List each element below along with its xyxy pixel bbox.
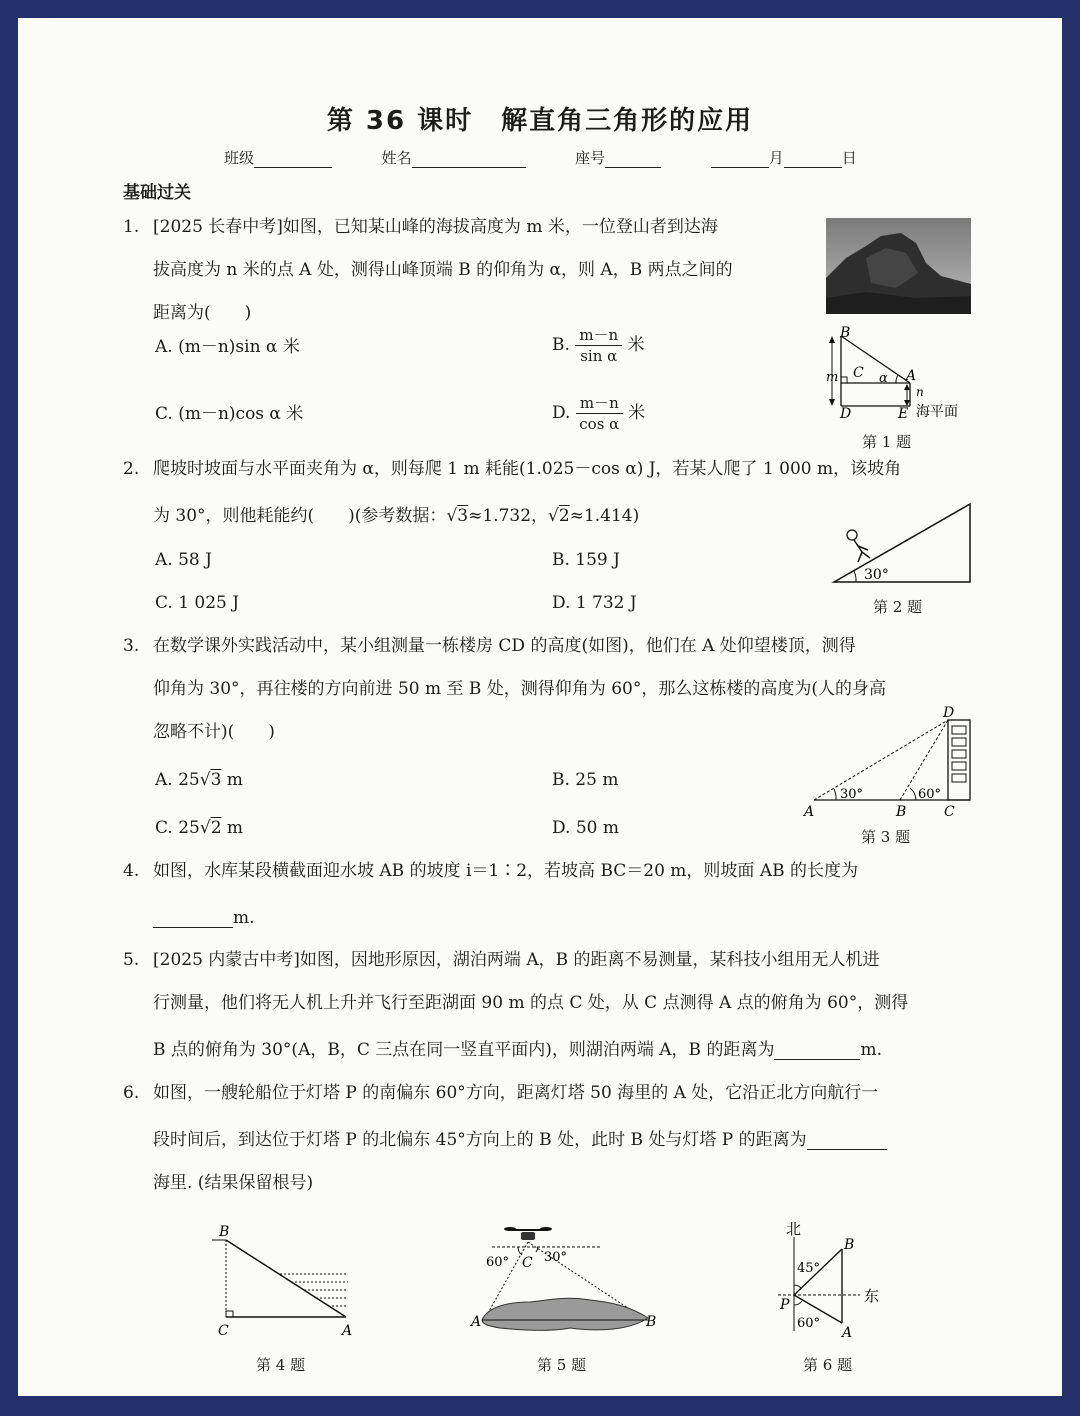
q2-number: 2. (123, 459, 140, 479)
q5-label-b: B (646, 1314, 657, 1330)
q2-line1: 爬坡时坡面与水平面夹角为 α，则每爬 1 m 耗能(1.025－cos α) J，若某人爬了 1 000 m，该坡角 (153, 459, 902, 479)
q6-number: 6. (123, 1083, 140, 1103)
climber-icon (847, 530, 857, 540)
q6-label-north: 北 (786, 1220, 802, 1238)
q1-label-alpha: α (879, 371, 888, 386)
q4-label-b: B (219, 1224, 230, 1240)
q2-option-c[interactable]: C. 1 025 J (155, 593, 240, 613)
q1-line1: [2025 长春中考]如图，已知某山峰的海拔高度为 m 米，一位登山者到达海 (153, 217, 718, 237)
q3-option-d[interactable]: D. 50 m (552, 818, 619, 838)
q1-label-b: B (840, 326, 851, 341)
page-title: 第 36 课时 解直角三角形的应用 (326, 106, 754, 136)
q6-answer-blank[interactable] (807, 1133, 887, 1150)
q3-line2: 仰角为 30°，再往楼的方向前进 50 m 至 B 处，测得仰角为 60°，那么这栋楼的高度为(人的身高 (153, 679, 886, 699)
q4-label-c: C (218, 1323, 229, 1339)
q3-option-c[interactable]: C. 25√2 m (155, 818, 244, 838)
q6-bearing-diagram (770, 1215, 890, 1340)
section-heading: 基础过关 (123, 183, 191, 203)
q2-caption: 第 2 题 (873, 598, 923, 616)
q5-label-a: A (471, 1314, 482, 1330)
q1-caption: 第 1 题 (862, 433, 912, 451)
q6-line1: 如图，一艘轮船位于灯塔 P 的南偏东 60°方向，距离灯塔 50 海里的 A 处，它沿正北方向航行一 (153, 1083, 879, 1103)
q1-option-a[interactable]: A. (m－n)sin α 米 (155, 337, 300, 357)
q3-line1: 在数学课外实践活动中，某小组测量一栋楼房 CD 的高度(如图)，他们在 A 处仰望楼顶，测得 (153, 636, 856, 656)
q1-b-fraction: $\frac{m-n}{\text{sin α}}$ (575, 325, 622, 366)
drone-icon (504, 1227, 552, 1240)
q2-option-d[interactable]: D. 1 732 J (552, 593, 637, 613)
q6-label-b: B (844, 1237, 855, 1253)
q6-angle-60: 60° (797, 1316, 821, 1331)
name-blank[interactable] (412, 151, 526, 168)
q3-label-b: B (896, 804, 907, 820)
fig4-caption: 第 4 题 (256, 1356, 306, 1374)
q3-angle-30: 30° (840, 787, 864, 802)
q1-label-e: E (898, 406, 909, 422)
q1-line3: 距离为( ) (153, 303, 252, 323)
q4-answer-blank[interactable] (153, 911, 233, 928)
seat-blank[interactable] (605, 151, 661, 168)
q1-line2: 拔高度为 n 米的点 A 处，测得山峰顶端 B 的仰角为 α，则 A，B 两点之间的 (153, 260, 733, 280)
q3-option-a[interactable]: A. 25√3 m (155, 770, 243, 790)
seat-label: 座号 (575, 149, 606, 167)
q1-label-sea: 海平面 (916, 404, 958, 420)
q5-line1: [2025 内蒙古中考]如图，因地形原因，湖泊两端 A，B 的距离不易测量，某科技小组用无人机进 (153, 950, 880, 970)
lake-shape (482, 1298, 648, 1330)
month-label: 月 (768, 149, 784, 167)
q1-label-n: n (916, 385, 924, 399)
building (948, 720, 970, 800)
q2-option-a[interactable]: A. 58 J (155, 550, 212, 570)
day-label: 日 (841, 149, 857, 167)
month-blank[interactable] (711, 151, 769, 168)
fig6-caption: 第 6 题 (803, 1356, 853, 1374)
q4-number: 4. (123, 861, 140, 881)
q1-label-m: m (826, 370, 839, 385)
q2-slope-diagram (828, 500, 976, 588)
q1-d-fraction: $\frac{m-n}{\text{cos α}}$ (576, 393, 623, 434)
q3-angle-60: 60° (918, 787, 942, 802)
name-label: 姓名 (381, 149, 412, 167)
header-info (224, 148, 857, 168)
q4-label-a: A (342, 1323, 353, 1339)
q3-caption: 第 3 题 (861, 828, 911, 846)
q5-angle-60: 60° (486, 1255, 510, 1270)
q2-angle-label: 30° (864, 567, 889, 583)
q4-line2: m. (153, 908, 255, 928)
q1-option-d[interactable]: D. $\frac{m-n}{\text{cos α}}$ 米 (552, 394, 646, 433)
q1-option-b[interactable]: B. $\frac{m-n}{\text{sin α}}$ 米 (552, 326, 645, 365)
class-blank[interactable] (254, 151, 332, 168)
q6-line2: 段时间后，到达位于灯塔 P 的北偏东 45°方向上的 B 处，此时 B 处与灯塔 P 的距离为 (153, 1130, 887, 1150)
q1-label-d: D (840, 406, 852, 422)
q2-option-b[interactable]: B. 159 J (552, 550, 620, 570)
q6-label-east: 东 (864, 1287, 880, 1305)
q1-option-c[interactable]: C. (m－n)cos α 米 (155, 404, 304, 424)
q5-angle-30: 30° (544, 1250, 568, 1265)
q4-dam-diagram (204, 1220, 364, 1340)
q1-label-c: C (853, 365, 864, 381)
q4-line1: 如图，水库某段横截面迎水坡 AB 的坡度 i＝1∶2，若坡高 BC＝20 m，则坡面 AB 的长度为 (153, 861, 859, 881)
q5-answer-blank[interactable] (774, 1043, 860, 1060)
q5-label-c: C (522, 1255, 533, 1271)
q3-label-c: C (944, 804, 955, 820)
day-blank[interactable] (784, 151, 842, 168)
q1-label-a: A (906, 368, 917, 384)
q3-line3: 忽略不计)( ) (153, 722, 275, 742)
q5-number: 5. (123, 950, 140, 970)
q3-number: 3. (123, 636, 140, 656)
q6-line3: 海里. (结果保留根号) (153, 1173, 314, 1193)
class-label: 班级 (224, 149, 255, 167)
fig5-caption: 第 5 题 (537, 1356, 587, 1374)
q1-diagram (820, 326, 980, 426)
q6-label-a: A (842, 1325, 853, 1340)
q2-line2: 为 30°，则他耗能约( )(参考数据：√3≈1.732，√2≈1.414) (153, 506, 640, 526)
q3-label-d: D (943, 705, 955, 721)
q5-line2: 行测量，他们将无人机上升并飞行至距湖面 90 m 的点 C 处，从 C 点测得 A 点的俯角为 60°，测得 (153, 993, 909, 1013)
q6-angle-45: 45° (797, 1261, 821, 1276)
q3-option-b[interactable]: B. 25 m (552, 770, 619, 790)
q3-label-a: A (804, 804, 815, 820)
q1-number: 1. (123, 217, 140, 237)
q6-label-p: P (780, 1297, 790, 1313)
mountain-photo (826, 218, 971, 314)
q3-building-diagram (800, 702, 980, 822)
q5-line3: B 点的俯角为 30°(A，B，C 三点在同一竖直平面内)，则湖泊两端 A，B 的距离为 m. (153, 1040, 882, 1060)
q5-drone-diagram (470, 1220, 660, 1340)
